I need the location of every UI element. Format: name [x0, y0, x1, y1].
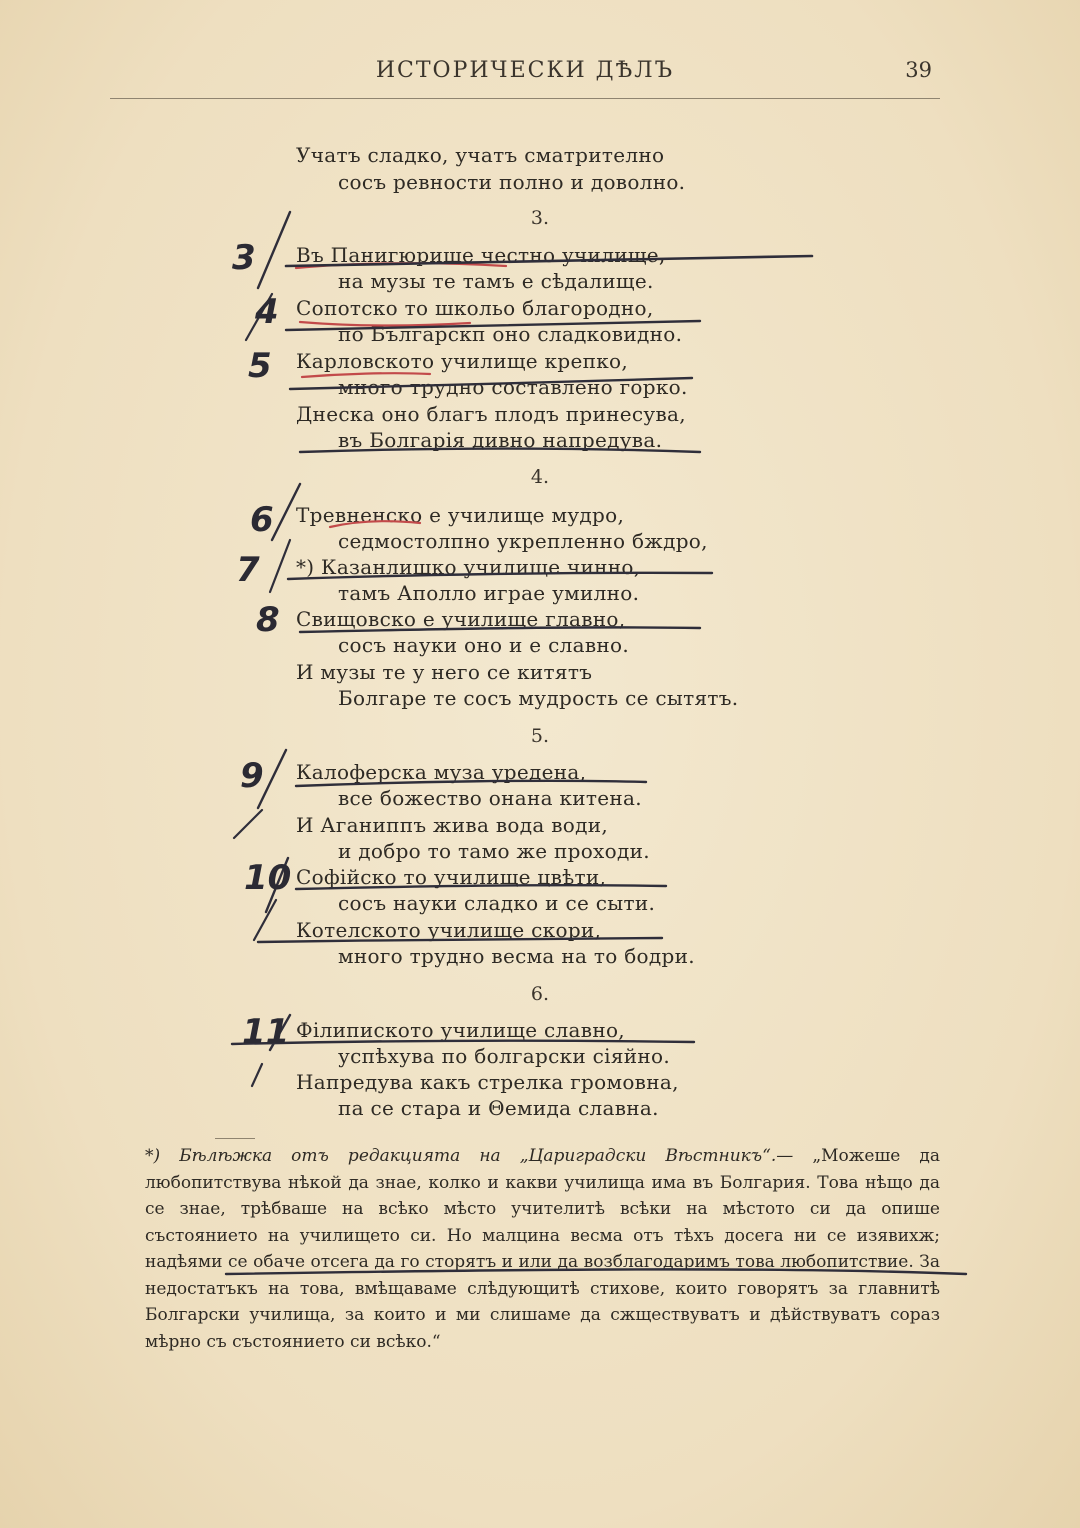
margin-number: 5 [248, 346, 272, 386]
stanza-number: 5. [530, 725, 550, 747]
poem-line: Свищовско е училище главно, [296, 607, 626, 631]
margin-number: 9 [240, 756, 264, 796]
poem-line: седмостолпно укрепленно бждро, [338, 529, 708, 553]
poem-line: па се стара и Θемида славна. [338, 1096, 659, 1120]
poem-line: Калоферска муза уредена, [296, 760, 587, 784]
poem-line: по Българскп оно сладковидно. [338, 322, 683, 346]
poem-line: много трудно составлено горко. [338, 375, 688, 399]
pencil-underline [258, 938, 662, 942]
margin-slash [270, 540, 290, 592]
pencil-underline [300, 449, 700, 452]
poem-line: тамъ Аполло играе умилно. [338, 581, 640, 605]
margin-slash [258, 212, 290, 288]
poem-line: *) Казанлишко училище чинно, [296, 555, 641, 579]
stanza-number: 3. [530, 207, 550, 229]
pencil-underline [226, 1269, 966, 1274]
red-underline [330, 521, 420, 527]
poem-line: на музы те тамъ е сѣдалище. [338, 269, 654, 293]
poem-line: много трудно весма на то бодри. [338, 944, 695, 968]
pencil-underline [296, 885, 666, 889]
page-number: 39 [905, 58, 932, 82]
pencil-underline [300, 627, 700, 632]
poem-line: успѣхува по болгарски сіяйно. [338, 1044, 671, 1068]
pencil-underline [286, 256, 812, 266]
margin-number: 6 [250, 500, 274, 540]
pencil-underline [296, 781, 646, 786]
poem-line: Філипиското училище славно, [296, 1018, 625, 1042]
poem-line: Софійско то училище цвѣти, [296, 865, 607, 889]
poem-line: въ Болгарія дивно напредува. [338, 428, 663, 452]
poem-line: Въ Панигюрище честно училище, [296, 243, 666, 267]
margin-slash [272, 484, 300, 540]
margin-number: 3 [232, 238, 256, 278]
margin-number: 10 [244, 858, 292, 898]
footnote-body: „Можеше да любопитствува нѣкой да знае, колко и какви училища има въ Болгария. Това нѣщо да се знае, трѣбваше на всѣко мѣсто учителитѣ всѣки на мѣстото си да опише състоянието на училището си. Но малцина весма отъ тѣхъ досега ни се изявихж; надѣями се обаче отсега да го сторятъ и или да возблагодаримъ това любопитствие. За недостатъкъ на това, вмѣщаваме слѣдующитѣ стихове, които говорятъ за главнитѣ Болгарски училища, за които и ми слишаме да сжществуватъ и дѣйствуватъ сораз мѣрно съ състоянието си всѣко.“ [145, 1146, 940, 1352]
poem-line: сосъ науки оно и е славно. [338, 633, 630, 657]
pencil-underline [288, 573, 712, 579]
red-underline [300, 322, 470, 326]
margin-slash [254, 900, 276, 940]
pencil-underline [232, 1041, 694, 1044]
margin-number: 8 [256, 600, 280, 640]
stanza-number: 6. [530, 983, 550, 1005]
poem-line: Болгаре те сосъ мудрость се сытятъ. [338, 686, 739, 710]
stanza-number: 4. [530, 466, 550, 488]
running-title: ИСТОРИЧЕСКИ ДѢЛЪ [375, 58, 675, 83]
footnote-lead: *) Бѣлѣжка отъ редакцията на „Цариградски Вѣстникъ“.— [145, 1146, 794, 1166]
poem-line: сосъ ревности полно и доволно. [338, 170, 686, 194]
poem-line: сосъ науки сладко и се сыти. [338, 891, 656, 915]
poem-line: Котелското училище скори, [296, 918, 602, 942]
poem-line: все божество онана китена. [338, 786, 642, 810]
pencil-underline [290, 378, 692, 389]
poem-line: И музы те у него се китятъ [296, 660, 593, 684]
poem-line: Карловското училище крепко, [296, 349, 629, 373]
poem-line: Трeвненско е училище мудро, [296, 503, 625, 527]
margin-number: 11 [242, 1012, 290, 1052]
margin-slash [252, 1064, 262, 1086]
poem-line: Напредува какъ стрелка громовна, [296, 1070, 679, 1094]
poem-line: и добро то тамо же проходи. [338, 839, 650, 863]
poem-line: Сопотско то школьо благородно, [296, 296, 654, 320]
poem-line: Днеска оно благъ плодъ принесува, [296, 402, 686, 426]
poem-line: Учатъ сладко, учатъ сматрително [296, 143, 665, 167]
poem-line: И Аганиппъ жива вода води, [296, 813, 609, 837]
red-underline [302, 373, 430, 377]
margin-slash [234, 810, 262, 838]
margin-number: 4 [255, 292, 279, 332]
margin-number: 7 [236, 550, 260, 590]
